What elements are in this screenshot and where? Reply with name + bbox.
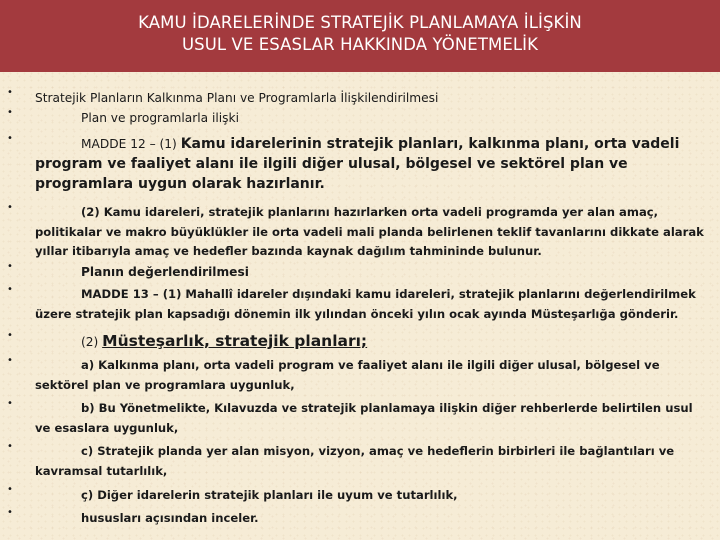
slide-title-banner bbox=[0, 0, 720, 72]
article-12-paragraph-2: (2) Kamu idareleri, stratejik planlarını hazırlarken orta vadeli programda yer alan amaç, politikalar ve makro büyüklükler ile orta vadeli mali planda belirlenen teklif tavanlarını dikkate alarak yıllar itibarıyla amaç ve hedefler bazında kaynak dağılım tahmininde bulunur. bbox=[35, 205, 704, 258]
bullet-icon: • bbox=[7, 330, 13, 341]
bullet-icon: • bbox=[7, 107, 13, 118]
bullet-icon: • bbox=[7, 355, 13, 366]
article-13-paragraph-1: MADDE 13 – (1) Mahallî idareler dışındaki kamu idareleri, stratejik planlarını değerlendirilmek üzere stratejik plan kapsadığı dönemin ilk yılından önceki yılın ocak ayında Müsteşarlığa gönderir. bbox=[35, 287, 696, 321]
article-12-lead: MADDE 12 – (1) bbox=[81, 137, 181, 151]
closing-line: hususları açısından inceler. bbox=[81, 511, 259, 525]
slide-title-line-2: USUL VE ESASLAR HAKKINDA YÖNETMELİK bbox=[181, 35, 539, 54]
criterion-a: a) Kalkınma planı, orta vadeli program ve faaliyet alanı ile ilgili diğer ulusal, bölgesel ve sektörel plan ve programlara uygunluk, bbox=[35, 358, 660, 392]
slide-title-line-1: KAMU İDARELERİNDE STRATEJİK PLANLAMAYA İLİŞKİN bbox=[138, 13, 582, 32]
criterion-b: b) Bu Yönetmelikte, Kılavuzda ve stratejik planlamaya ilişkin diğer rehberlerde belirtilen usul ve esaslara uygunluk, bbox=[35, 401, 693, 435]
subheading-plan-evaluation: Planın değerlendirilmesi bbox=[81, 265, 249, 279]
bullet-icon: • bbox=[7, 284, 13, 295]
bullet-icon: • bbox=[7, 441, 13, 452]
bullet-icon: • bbox=[7, 507, 13, 518]
bullet-icon: • bbox=[7, 261, 13, 272]
bullet-icon: • bbox=[7, 133, 13, 144]
heading-plan-relation: Stratejik Planların Kalkınma Planı ve Programlarla İlişkilendirilmesi bbox=[35, 91, 439, 105]
criterion-c-cedilla: ç) Diğer idarelerin stratejik planları ile uyum ve tutarlılık, bbox=[81, 488, 458, 502]
article-13-paragraph-2: Müsteşarlık, stratejik planları; bbox=[102, 332, 368, 350]
subheading-plan-link: Plan ve programlarla ilişki bbox=[81, 111, 239, 125]
bullet-icon: • bbox=[7, 484, 13, 495]
bullet-icon: • bbox=[7, 202, 13, 213]
criterion-c: c) Stratejik planda yer alan misyon, vizyon, amaç ve hedeflerin birbirleri ile bağlantıları ve kavramsal tutarlılık, bbox=[35, 444, 675, 478]
bullet-icon: • bbox=[7, 398, 13, 409]
bullet-icon: • bbox=[7, 87, 13, 98]
article-13-paragraph-2-lead: (2) bbox=[81, 335, 103, 349]
article-12-paragraph-1: Kamu idarelerinin stratejik planları, kalkınma planı, orta vadeli program ve faaliyet alanı ile ilgili diğer ulusal, bölgesel ve sektörel plan ve programlara uygun olarak hazırlanır. bbox=[35, 136, 680, 192]
